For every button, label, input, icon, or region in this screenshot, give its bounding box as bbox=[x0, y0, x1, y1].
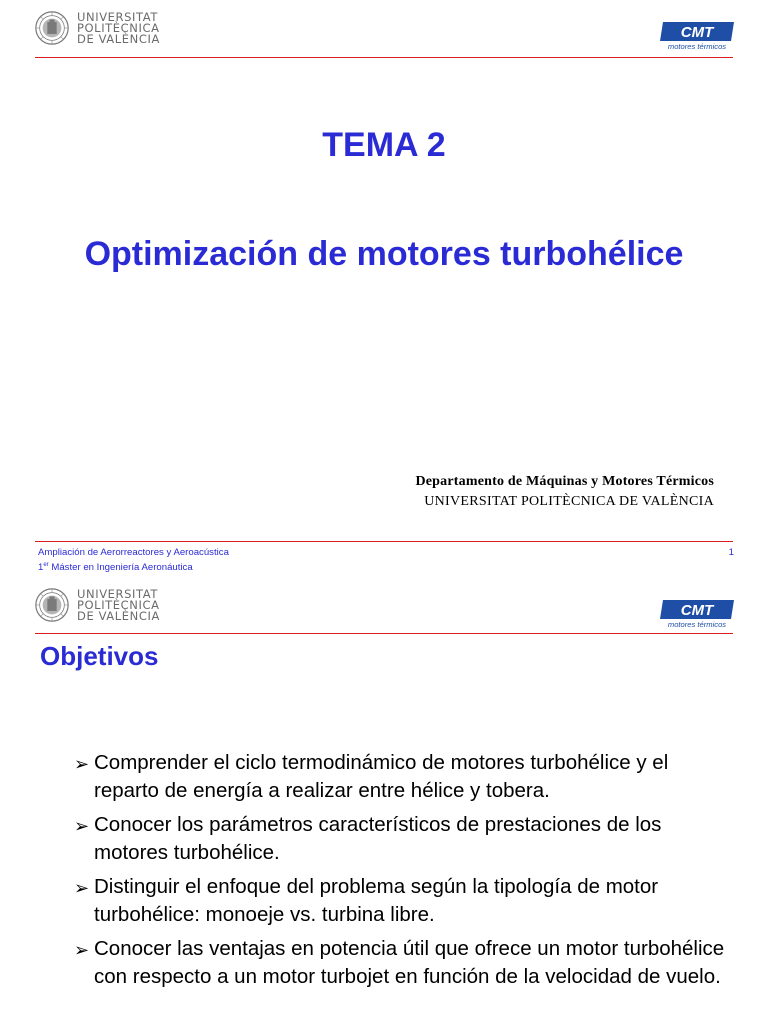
objectives-list bbox=[74, 749, 734, 997]
list-item-text: Conocer los parámetros característicos de prestaciones de los motores turbohélice. bbox=[94, 813, 662, 864]
cmt-subtitle: motores térmicos bbox=[667, 42, 727, 51]
university-name: UNIVERSITAT POLITÈCNICA DE VALÈNCIA bbox=[77, 586, 160, 623]
cmt-logo bbox=[660, 600, 734, 629]
arrow-bullet-icon: ➢ bbox=[74, 754, 90, 774]
university-seal-icon bbox=[35, 11, 69, 45]
slide-title: Objetivos bbox=[40, 641, 159, 671]
header-rule bbox=[35, 633, 733, 634]
footer-course bbox=[38, 547, 229, 574]
university-seal-icon bbox=[35, 588, 69, 622]
footer-degree-number: 1 bbox=[38, 562, 44, 574]
list-item-text: Conocer las ventajas en potencia útil que ofrece un motor turbohélice con respecto a un motor turbojet en función de la velocidad de vuelo. bbox=[94, 937, 725, 988]
footer-degree bbox=[38, 559, 229, 574]
footer-degree-suffix: er bbox=[43, 562, 49, 568]
list-item bbox=[74, 935, 734, 991]
footer-degree-text: Máster en Ingeniería Aeronáutica bbox=[48, 562, 193, 574]
list-item-text: Comprender el ciclo termodinámico de motores turbohélice y el reparto de energía a realizar entre hélice y tobera. bbox=[94, 751, 669, 802]
footer-course-name: Ampliación de Aerorreactores y Aeroacústica bbox=[38, 547, 229, 558]
university-logo bbox=[35, 11, 160, 45]
slide-objetivos bbox=[0, 585, 768, 1024]
list-item bbox=[74, 749, 734, 805]
list-item bbox=[74, 873, 734, 929]
department-name: Departamento de Máquinas y Motores Térmicos bbox=[415, 474, 714, 489]
university-logo bbox=[35, 588, 160, 622]
arrow-bullet-icon: ➢ bbox=[74, 940, 90, 960]
list-item bbox=[74, 811, 734, 867]
tema-heading: TEMA 2 bbox=[322, 126, 446, 164]
department-block bbox=[415, 474, 714, 510]
cmt-logo-text: CMT bbox=[680, 602, 714, 619]
arrow-bullet-icon: ➢ bbox=[74, 816, 90, 836]
main-title: Optimización de motores turbohélice bbox=[84, 235, 684, 273]
cmt-subtitle: motores térmicos bbox=[667, 620, 727, 629]
university-full-name: UNIVERSITAT POLITÈCNICA DE VALÈNCIA bbox=[424, 494, 714, 509]
arrow-bullet-icon: ➢ bbox=[74, 878, 90, 898]
header-rule bbox=[35, 57, 733, 58]
cmt-logo-mark bbox=[660, 600, 734, 619]
list-item-text: Distinguir el enfoque del problema según la tipología de motor turbohélice: monoeje vs. turbina libre. bbox=[94, 875, 659, 926]
page-number: 1 bbox=[728, 547, 734, 558]
cmt-logo-mark bbox=[660, 22, 734, 41]
university-name: UNIVERSITAT POLITÈCNICA DE VALÈNCIA bbox=[77, 9, 160, 46]
footer-rule bbox=[35, 541, 733, 542]
cmt-logo bbox=[660, 22, 734, 51]
cmt-logo-text: CMT bbox=[680, 24, 714, 41]
